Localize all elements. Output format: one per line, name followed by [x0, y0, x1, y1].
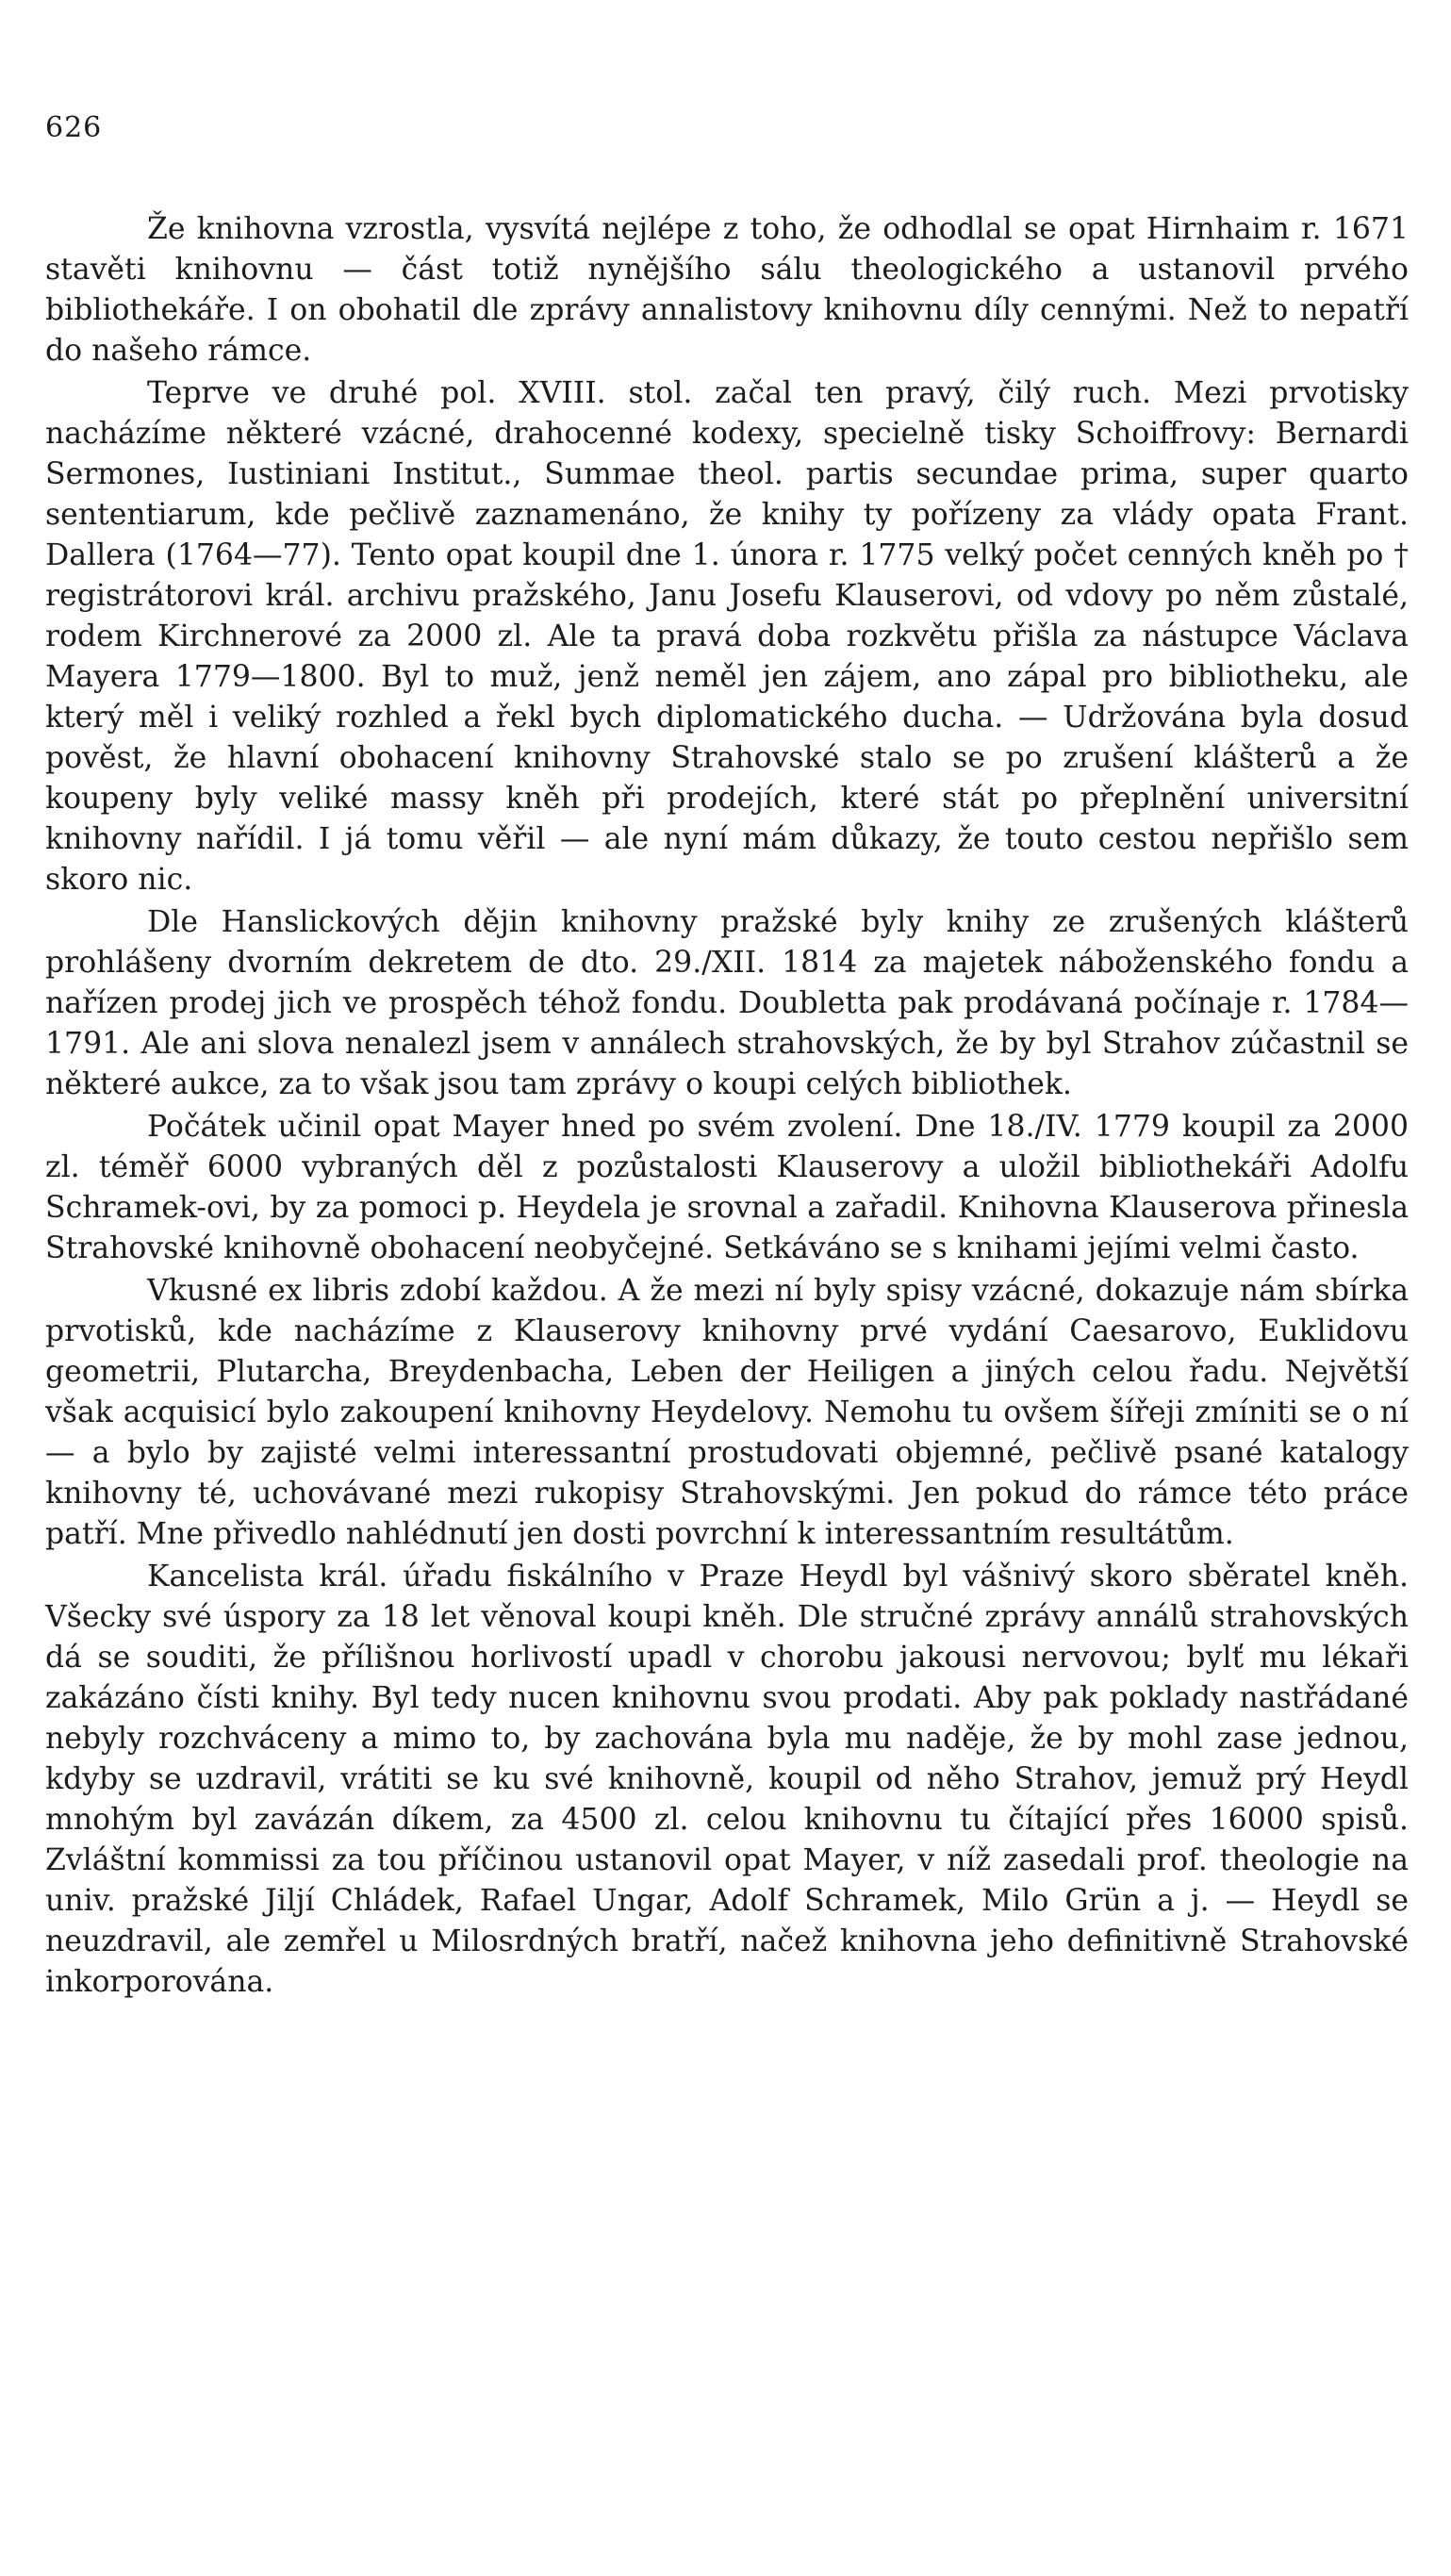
paragraph-6: Kancelista král. úřadu fiskálního v Praze Heydl byl vášnivý skoro sběratel kněh. Všecky své úspory za 18 let věnoval koupi kněh. Dle stručné zprávy annálů strahovských dá se souditi, že přílišnou horlivostí upadl v chorobu jakousi nervovou; bylť mu lékaři zakázáno čísti knihy. Byl tedy nucen knihovnu svou prodati. Aby pak poklady nastřádané nebyly rozchváceny a mimo to, by zachována byla mu naděje, že by mohl zase jednou, kdyby se uzdravil, vrátiti se ku své knihovně, koupil od něho Strahov, jemuž prý Heydl mnohým byl zavázán díkem, za 4500 zl. celou knihovnu tu čítající přes 16000 spisů. Zvláštní kommissi za tou příčinou ustanovil opat Mayer, v níž zasedali prof. theologie na univ. pražské Jiljí Chládek, Rafael Ungar, Adolf Schramek, Milo Grün a j. — Heydl se neuzdravil, ale zemřel u Milosrdných bratří, načež knihovna jeho definitivně Strahovské inkorporována.	[45, 1560, 1409, 1999]
page-number: 626	[45, 111, 103, 144]
paragraph-2: Teprve ve druhé pol. XVIII. stol. začal ten pravý, čilý ruch. Mezi prvotisky nacházíme některé vzácné, drahocenné kodexy, specielně tisky Schoiffrovy: Bernardi Sermones, Iustiniani Institut., Summae theol. partis secundae prima, super quarto sententiarum, kde pečlivě zaznamenáno, že knihy ty pořízeny za vlády opata Frant. Dallera (1764—77). Tento opat koupil dne 1. února r. 1775 velký počet cenných kněh po † registrátorovi král. archivu pražského, Janu Josefu Klauserovi, od vdovy po něm zůstalé, rodem Kirchnerové za 2000 zl. Ale ta pravá doba rozkvětu přišla za nástupce Václava Mayera 1779—1800. Byl to muž, jenž neměl jen zájem, ano zápal pro bibliotheku, ale který měl i veliký rozhled a řekl bych diplomatického ducha. — Udržována byla dosud pověst, že hlavní obohacení knihovny Strahovské stalo se po zrušení klášterů a že koupeny byly veliké massy kněh při prodejích, které stát po přeplnění universitní knihovny nařídil. I já tomu věřil — ale nyní mám důkazy, že touto cestou nepřišlo sem skoro nic.	[45, 376, 1409, 897]
paragraph-3: Dle Hanslickových dějin knihovny pražské byly knihy ze zrušených klášterů prohlášeny dvorním dekretem de dto. 29./XII. 1814 za majetek náboženského fondu a nařízen prodej jich ve prospěch téhož fondu. Doubletta pak prodávaná počínaje r. 1784—1791. Ale ani slova nenalezl jsem v annálech strahovských, že by byl Strahov zúčastnil se některé aukce, za to však jsou tam zprávy o koupi celých bibliothek.	[45, 905, 1409, 1101]
paragraph-1: Že knihovna vzrostla, vysvítá nejlépe z toho, že odhodlal se opat Hirnhaim r. 1671 stavěti knihovnu — část totiž nynějšího sálu theologického a ustanovil prvého bibliothekáře. I on obohatil dle zprávy annalistovy knihovnu díly cennými. Než to nepatří do našeho rámce.	[45, 212, 1409, 368]
paragraph-4: Počátek učinil opat Mayer hned po svém zvolení. Dne 18./IV. 1779 koupil za 2000 zl. téměř 6000 vybraných děl z pozůstalosti Klauserovy a uložil bibliothekáři Adolfu Schramek-ovi, by za pomoci p. Heydela je srovnal a zařadil. Knihovna Klauserova přinesla Strahovské knihovně obohacení neobyčejné. Setkáváno se s knihami jejími velmi často.	[45, 1110, 1409, 1265]
body-text	[45, 209, 1409, 2005]
paragraph-5: Vkusné ex libris zdobí každou. A že mezi ní byly spisy vzácné, dokazuje nám sbírka prvotisků, kde nacházíme z Klauserovy knihovny prvé vydání Caesarovo, Euklidovu geometrii, Plutarcha, Breydenbacha, Leben der Heiligen a jiných celou řadu. Největší však acquisicí bylo zakoupení knihovny Heydelovy. Nemohu tu ovšem šířeji zmíniti se o ní — a bylo by zajisté velmi interessantní prostudovati objemné, pečlivě psané katalogy knihovny té, uchovávané mezi rukopisy Strahovskými. Jen pokud do rámce této práce patří. Mne přivedlo nahlédnutí jen dosti povrchní k interessantním resultátům.	[45, 1274, 1409, 1551]
